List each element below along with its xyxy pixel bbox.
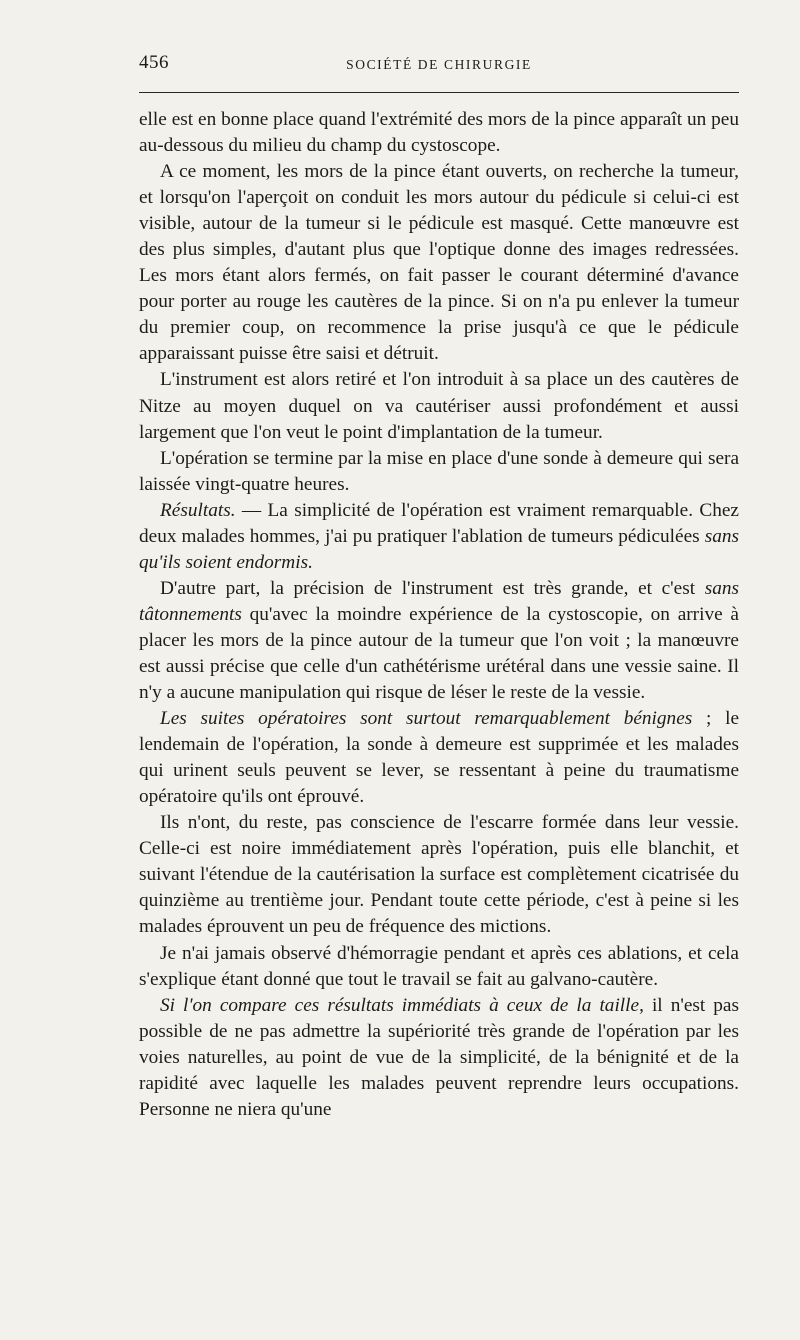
text-run: — La simplicité de l'opération est vraiment remarquable. Chez deux malades hommes, j'ai pu pratiquer l'ablation de tumeurs pédiculées xyxy=(139,499,739,547)
paragraph xyxy=(139,367,739,445)
paragraph xyxy=(139,159,739,367)
italic-text: sans qu'ils soient endormis. xyxy=(139,525,739,573)
text-run: elle est en bonne place quand l'extrémité des mors de la pince apparaît un peu au-dessous du milieu du champ du cystoscope. xyxy=(139,109,739,157)
italic-text: Résultats. xyxy=(160,499,236,521)
paragraph xyxy=(139,498,739,576)
running-head: SOCIÉTÉ DE CHIRURGIE xyxy=(346,57,532,72)
paragraph xyxy=(139,941,739,993)
page-header xyxy=(139,52,739,74)
text-run: , il n'est pas possible de ne pas admettre la supériorité très grande de l'opération par les voies naturelles, au point de vue de la simplicité, de la bénignité et de la rapidité avec laquelle les malades peuvent reprendre leurs occupations. Personne ne niera qu'une xyxy=(139,994,739,1120)
paragraph xyxy=(139,706,739,810)
paragraph xyxy=(139,107,739,159)
italic-text: Si l'on compare ces résultats immédiats à ceux de la taille xyxy=(160,994,640,1016)
body-text xyxy=(139,107,739,1123)
paragraph xyxy=(139,446,739,498)
italic-text: Les suites opératoires sont surtout remarquablement bénignes xyxy=(160,708,693,730)
text-run: Je n'ai jamais observé d'hémorragie pendant et après ces ablations, et cela s'explique étant donné que tout le travail se fait au galvano-cautère. xyxy=(139,942,739,990)
italic-text: sans tâtonnements xyxy=(139,577,739,625)
paragraph xyxy=(139,576,739,706)
text-run: ; le lendemain de l'opération, la sonde à demeure est supprimée et les malades qui urinent seuls peuvent se lever, se ressentant à peine du traumatisme opératoire qu'ils ont éprouvé. xyxy=(139,708,739,808)
text-run: D'autre part, la précision de l'instrument est très grande, et c'est xyxy=(160,577,705,599)
header-rule xyxy=(139,92,739,93)
page-number: 456 xyxy=(139,52,169,73)
text-run: qu'avec la moindre expérience de la cystoscopie, on arrive à placer les mors de la pince autour de la tumeur que l'on voit ; la manœuvre est aussi précise que celle d'un cathétérisme urétéral dans une vessie saine. Il n'y a aucune manipulation qui risque de léser le reste de la vessie. xyxy=(139,603,739,704)
paragraph xyxy=(139,993,739,1123)
text-run: L'opération se termine par la mise en place d'une sonde à demeure qui sera laissée vingt-quatre heures. xyxy=(139,447,739,495)
text-run: Ils n'ont, du reste, pas conscience de l'escarre formée dans leur vessie. Celle-ci est noire immédiatement après l'opération, puis elle blanchit, et suivant l'étendue de la cautérisation la surface est complètement cicatrisée du quinzième au trentième jour. Pendant toute cette période, c'est à peine si les malades éprouvent un peu de fréquence des mictions. xyxy=(139,812,739,938)
text-run: L'instrument est alors retiré et l'on introduit à sa place un des cautères de Nitze au moyen duquel on va cautériser aussi profondément et aussi largement que l'on veut le point d'implantation de la tumeur. xyxy=(139,369,739,443)
paragraph xyxy=(139,810,739,940)
text-run: A ce moment, les mors de la pince étant ouverts, on recherche la tumeur, et lorsqu'on l'aperçoit on conduit les mors autour du pédicule si celui-ci est visible, autour de la tumeur si le pédicule est masqué. Cette manœuvre est des plus simples, d'autant plus que l'optique donne des images redressées. Les mors étant alors fermés, on fait passer le courant déterminé d'avance pour porter au rouge les cautères de la pince. Si on n'a pu enlever la tumeur du premier coup, on recommence la prise jusqu'à ce que le pédicule apparaissant puisse être saisi et détruit. xyxy=(139,161,739,365)
